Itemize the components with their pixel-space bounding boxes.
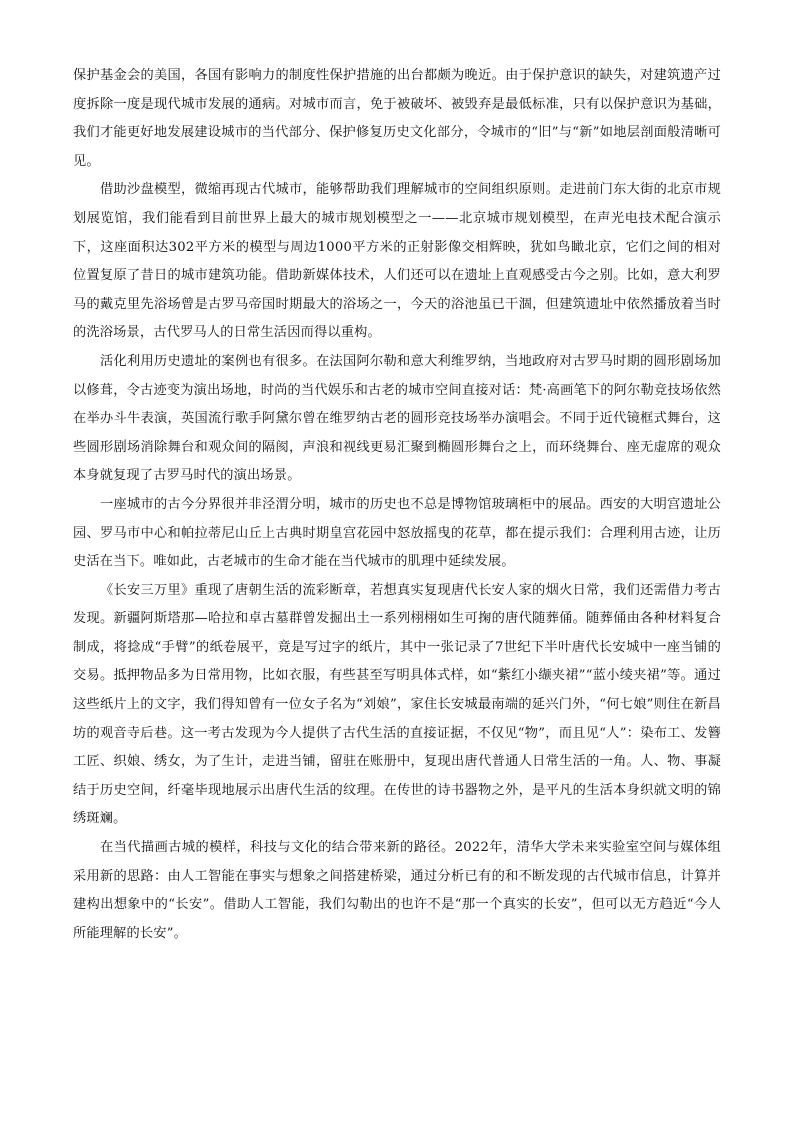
document-body <box>73 62 721 948</box>
paragraph-sand-table-model: 借助沙盘模型，微缩再现古代城市，能够帮助我们理解城市的空间组织原则。走进前门东大街的北京市规划展览馆，我们能看到目前世界上最大的城市规划模型之一——北京城市规划模型，在声光电技术配合演示下，这座面积达302平方米的模型与周边1000平方米的正射影像交相辉映，犹如鸟瞰北京，它们之间的相对位置复原了昔日的城市建筑功能。借助新媒体技术，人们还可以在遗址上直观感受古今之别。比如，意大利罗马的戴克里先浴场曾是古罗马帝国时期最大的浴场之一，今天的浴池虽已干涸，但建筑遗址中依然播放着当时的洗浴场景，古代罗马人的日常生活因而得以重构。 <box>73 182 721 341</box>
paragraph-changan-archaeology: 《长安三万里》重现了唐朝生活的流彩断章，若想真实复现唐代长安人家的烟火日常，我们还需借力考古发现。新疆阿斯塔那—哈拉和卓古墓群曾发掘出土一系列栩栩如生可掬的唐代随葬俑。随葬俑由各种材料复合制成，将捻成“手臂”的纸卷展平，竟是写过字的纸片，其中一张记录了7世纪下半叶唐代长安城中一座当铺的交易。抵押物品多为日常用物，比如衣服，有些甚至写明具体式样，如“紫红小缬夹裙”“蓝小绫夹裙”等。通过这些纸片上的文字，我们得知曾有一位女子名为“刘娘”，家住长安城最南端的延兴门外，“何七娘”则住在新昌坊的观音寺后巷。这一考古发现为今人提供了古代生活的直接证据，不仅见“物”，而且见“人”：染布工、发簪工匠、织娘、绣女，为了生计，走进当铺，留驻在账册中，复现出唐代普通人日常生活的一角。人、物、事凝结于历史空间，纤毫毕现地展示出唐代生活的纹理。在传世的诗书器物之外，是平凡的生活本身织就文明的锦绣斑斓。 <box>73 582 721 827</box>
paragraph-historic-sites-reuse: 活化利用历史遗址的案例也有很多。在法国阿尔勒和意大利维罗纳，当地政府对古罗马时期的圆形剧场加以修葺，令古迹变为演出场地，时尚的当代娱乐和古老的城市空间直接对话：梵·高画笔下的阿尔勒竞技场依然在举办斗牛表演，英国流行歌手阿黛尔曾在维罗纳古老的圆形竞技场举办演唱会。不同于近代镜框式舞台，这些圆形剧场消除舞台和观众间的隔阂，声浪和视线更易汇聚到椭圆形舞台之上，而环绕舞台、座无虚席的观众本身就复现了古罗马时代的演出场景。 <box>73 353 721 484</box>
paragraph-heritage-protection: 保护基金会的美国，各国有影响力的制度性保护措施的出台都颇为晚近。由于保护意识的缺失，对建筑遗产过度拆除一度是现代城市发展的通病。对城市而言，免于被破坏、被毁弃是最低标准，只有以保护意识为基础，我们才能更好地发展建设城市的当代部分、保护修复历史文化部分，令城市的“旧”与“新”如地层剖面般清晰可见。 <box>73 68 721 169</box>
paragraph-ancient-modern-boundary: 一座城市的古今分界很并非泾渭分明，城市的历史也不总是博物馆玻璃柜中的展品。西安的大明宫遗址公园、罗马市中心和帕拉蒂尼山丘上古典时期皇宫花园中怒放摇曳的花草，都在提示我们：合理利用古迹，让历史活在当下。唯如此，古老城市的生命才能在当代城市的肌理中延续发展。 <box>73 496 721 570</box>
paragraph-ai-changan: 在当代描画古城的模样，科技与文化的结合带来新的路径。2022年，清华大学未来实验室空间与媒体组采用新的思路：由人工智能在事实与想象之间搭建桥梁，通过分析已有的和不断发现的古代城市信息，计算并建构出想象中的“长安”。借助人工智能，我们勾勒出的也许不是“那一个真实的长安”，但可以无方趋近“今人所能理解的长安”。 <box>73 840 721 941</box>
